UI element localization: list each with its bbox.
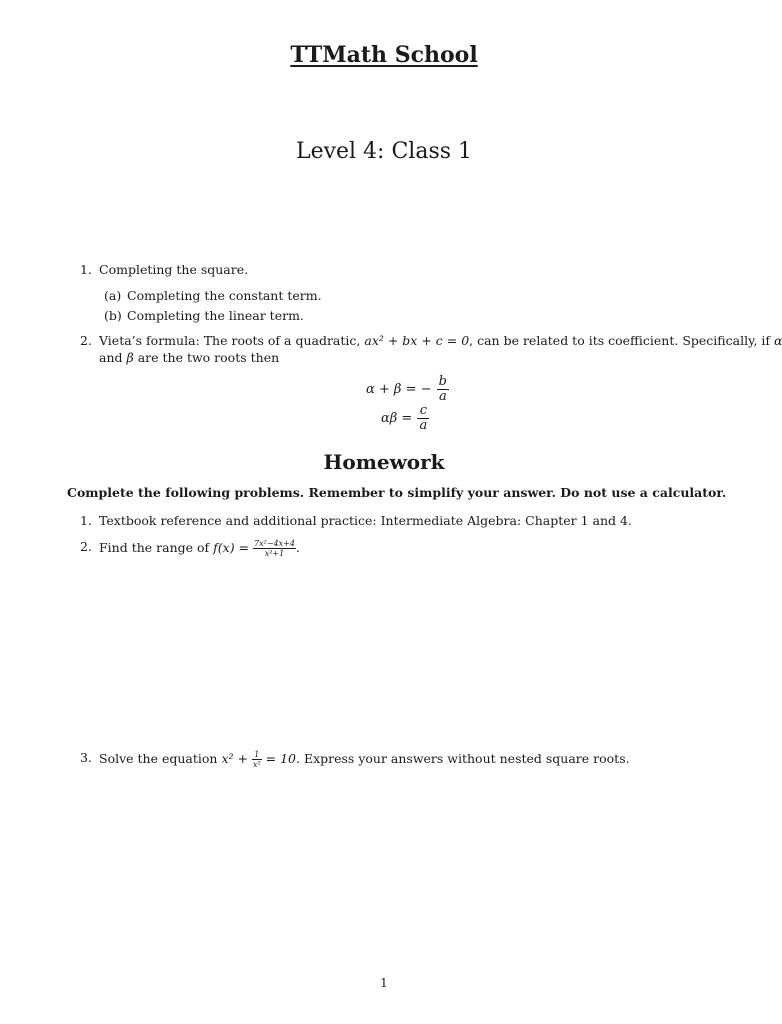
vieta-text-before: Vieta’s formula: The roots of a quadratic, [99,333,361,348]
problem-number: 3. [80,750,92,765]
fraction-denominator: a [438,389,447,404]
fraction-numerator: 7x²−4x+4 [254,539,295,548]
sum-lhs: α + β = − [366,382,432,397]
vieta-sum-equation [366,375,450,404]
product-lhs: αβ = [381,411,413,426]
page-number: 1 [380,976,388,990]
lesson-item-2-line-2 [99,350,279,366]
beta-symbol: β [126,350,134,365]
roots-text: are the two roots then [137,350,280,365]
subitem-label: (a) [104,288,122,303]
class-title: Level 4: Class 1 [295,139,473,164]
problem-number: 2. [80,539,92,554]
period: . [295,540,300,555]
equation-fraction [252,750,262,769]
fraction-numerator: b [438,374,447,389]
fraction-denominator: x² [252,760,261,769]
quadratic-equation: ax² + bx + c = 0 [364,333,470,348]
fraction-denominator: x²+1 [264,549,285,558]
problem-prompt: Find the range of [99,540,210,555]
fraction-denominator: a [419,418,428,433]
problem-prompt: Solve the equation [99,751,218,766]
rational-function-fraction [253,539,296,558]
subitem-label: (b) [104,308,122,323]
problem-number: 1. [80,513,92,528]
fraction-numerator: c [417,404,429,419]
homework-instructions: Complete the following problems. Remember to simplify your answer. Do not use a calculator. [67,485,727,500]
alpha-symbol: α [774,333,782,348]
problem-text [99,539,300,558]
item-number: 1. [80,262,92,277]
vieta-product-equation [381,404,430,433]
problem-text: Textbook reference and additional practice: Intermediate Algebra: Chapter 1 and 4. [99,513,632,528]
item-text: Completing the square. [99,262,249,277]
item-number: 2. [80,333,92,348]
item-text-line-1 [99,333,782,349]
subitem-text: Completing the linear term. [127,308,304,323]
subitem-text: Completing the constant term. [127,288,322,303]
fraction-numerator: 1 [252,750,262,760]
homework-heading: Homework [323,450,445,474]
problem-instruction: Express your answers without nested square roots. [303,751,630,766]
product-fraction [417,404,429,433]
school-title: TTMath School [290,42,478,68]
sum-fraction [437,375,449,404]
equation-lhs: x² + [221,751,248,766]
equation-rhs: = 10. [265,751,300,766]
function-notation: f(x) = [213,540,250,555]
vieta-text-middle: , can be related to its coefficient. Specifically, if [469,333,771,348]
and-text: and [99,350,123,365]
problem-text [99,750,630,769]
